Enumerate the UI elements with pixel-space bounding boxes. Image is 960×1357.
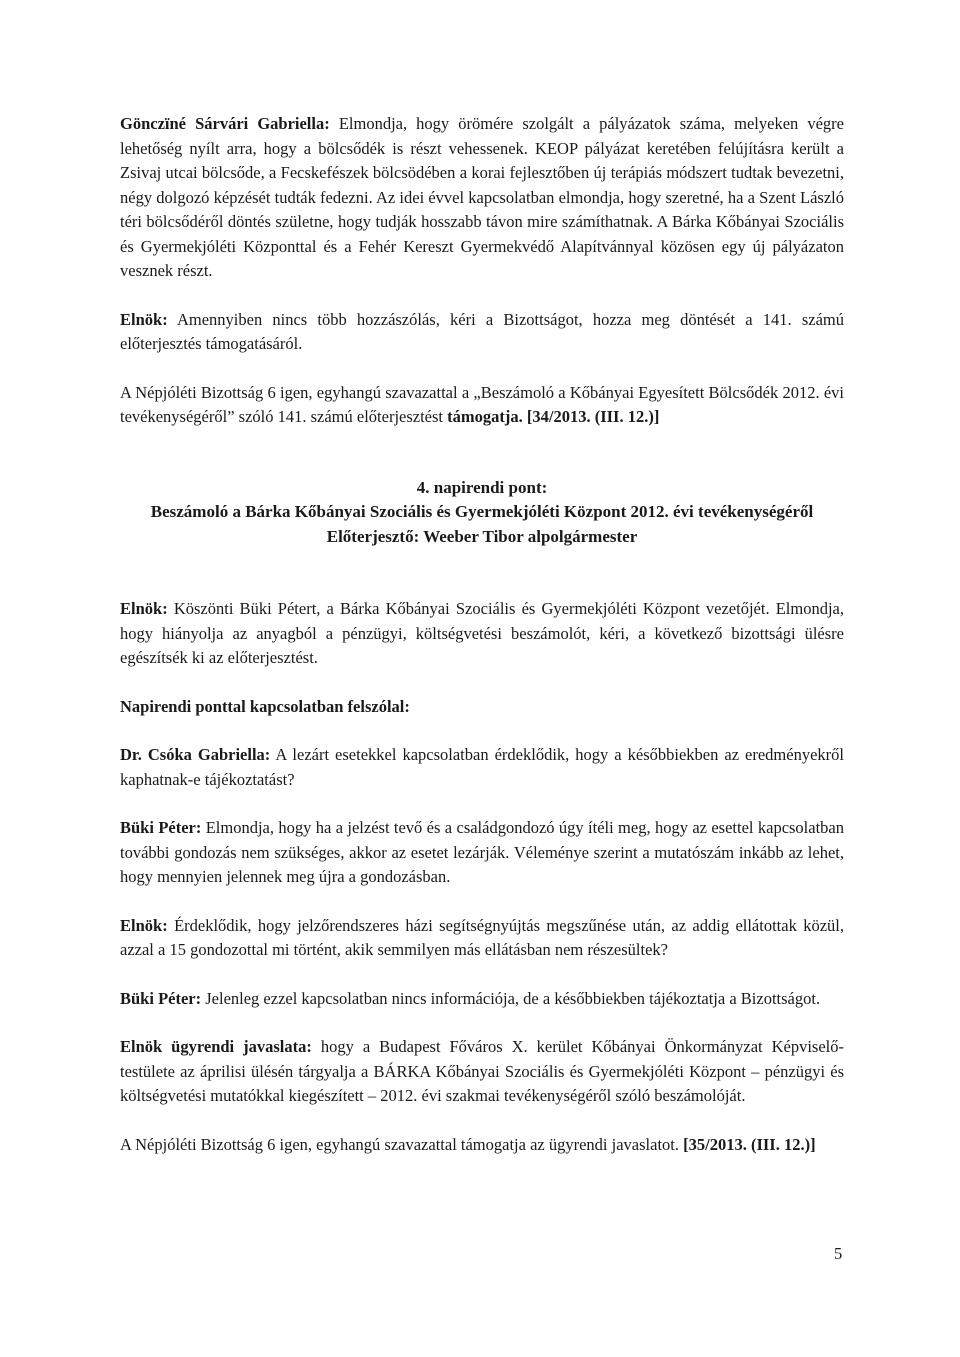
resolution-35-2013	[120, 1133, 844, 1158]
page-number: 5	[834, 1244, 843, 1263]
paragraph-elnok-question	[120, 914, 844, 963]
document-body	[120, 112, 844, 1157]
agenda-item-heading	[120, 476, 844, 550]
paragraph-elnok-proposal	[120, 1035, 844, 1109]
speaker-name: Elnök ügyrendi javaslata:	[120, 1037, 312, 1056]
paragraph-text: A lezárt esetekkel kapcsolatban érdeklődik, hogy a későbbiekben az eredményekről kaphatnak-e tájékoztatást?	[120, 745, 844, 789]
resolution-number: [35/2013. (III. 12.)]	[683, 1134, 816, 1154]
paragraph-text: hogy a Budapest Főváros X. kerület Kőbányai Önkormányzat Képviselő-testülete az áprilisi ülésén tárgyalja a BÁRKA Kőbányai Szociális és Gyermekjóléti Központ – pénzügyi és költségvetési mutatókkal kiegészített – 2012. évi szakmai tevékenységéről szóló beszámolóját.	[120, 1037, 844, 1105]
resolution-number: támogatja. [34/2013. (III. 12.)]	[447, 407, 660, 426]
resolution-text: A Népjóléti Bizottság 6 igen, egyhangú szavazattal támogatja az ügyrendi javaslatot.	[120, 1134, 684, 1154]
speaker-name: Dr. Csóka Gabriella:	[120, 745, 271, 764]
paragraph-text: Jelenleg ezzel kapcsolatban nincs információja, de a későbbiekben tájékoztatja a Bizottságot.	[201, 988, 821, 1008]
speaker-name: Büki Péter:	[120, 818, 202, 837]
resolution-text: A Népjóléti Bizottság 6 igen, egyhangú szavazattal a „Beszámoló a Kőbányai Egyesített Bölcsődék 2012. évi tevékenységéről” szóló 141. számú előterjesztést	[120, 382, 844, 426]
paragraph-buki-peter-2	[120, 987, 844, 1012]
paragraph-text: Elmondja, hogy ha a jelzést tevő és a családgondozó úgy ítéli meg, hogy az esettel kapcsolatban további gondozás nem szükséges, akkor az esetet lezárják. Véleménye szerint a mutatószám inkább az lehet, hogy mennyien jelennek meg újra a gondozásban.	[120, 818, 845, 886]
resolution-34-2013	[120, 381, 844, 430]
paragraph-text: Elmondja, hogy örömére szolgált a pályázatok száma, melyeken végre lehetőség nyílt arra, hogy a bölcsődék is részt vehessenek. KEOP pályázat keretében felújításra került a Zsivaj utcai bölcsőde, a Fecskefészek bölcsödében a korai fejlesztőben új terápiás módszert tudtak bevezetni, négy dolgozó képzését tudták fedezni. Az idei évvel kapcsolatban elmondja, hogy szeretné, ha a Szent László téri bölcsődéről döntés születne, hogy tudják hosszabb távon mire számíthatnak. A Bárka Kőbányai Szociális és Gyermekjóléti Központtal és a Fehér Kereszt Gyermekvédő Alapítvánnyal közösen egy új pályázaton vesznek részt.	[120, 114, 844, 280]
speaker-name: Gönczïné Sárvári Gabriella:	[120, 114, 330, 133]
paragraph-gonczine-sarvari	[120, 112, 844, 284]
agenda-item-presenter: Előterjesztő: Weeber Tibor alpolgármester	[326, 526, 638, 546]
agenda-item-title: Beszámoló a Bárka Kőbányai Szociális és Gyermekjóléti Központ 2012. évi tevékenységéről	[150, 502, 814, 521]
speaker-name: Elnök:	[120, 599, 168, 618]
paragraph-buki-peter-1	[120, 816, 844, 890]
speaker-name: Elnök:	[120, 309, 168, 329]
section-subheading: Napirendi ponttal kapcsolatban felszólal:	[120, 696, 410, 716]
paragraph-text: Köszönti Büki Pétert, a Bárka Kőbányai Szociális és Gyermekjóléti Központ vezetőjét. Elmondja, hogy hiányolja az anyagból a pénzügyi, költségvetési beszámolót, kéri, a következő bizottsági ülésre egészítsék ki az előterjesztést.	[120, 599, 844, 667]
speaker-name: Büki Péter:	[120, 988, 202, 1008]
paragraph-text: Amennyiben nincs több hozzászólás, kéri a Bizottságot, hozza meg döntését a 141. számú előterjesztés támogatásáról.	[120, 309, 844, 353]
paragraph-elnok-vote-request	[120, 308, 844, 357]
paragraph-csoka-gabriella	[120, 743, 844, 792]
paragraph-text: Érdeklődik, hogy jelzőrendszeres házi segítségnyújtás megszűnése után, az addig ellátottak közül, azzal a 15 gondozottal mi történt, akik semmilyen más ellátásban nem részesültek?	[120, 915, 844, 959]
paragraph-elnok-welcome	[120, 597, 844, 671]
speaker-name: Elnök:	[120, 915, 168, 935]
agenda-item-number: 4. napirendi pont:	[416, 477, 548, 497]
